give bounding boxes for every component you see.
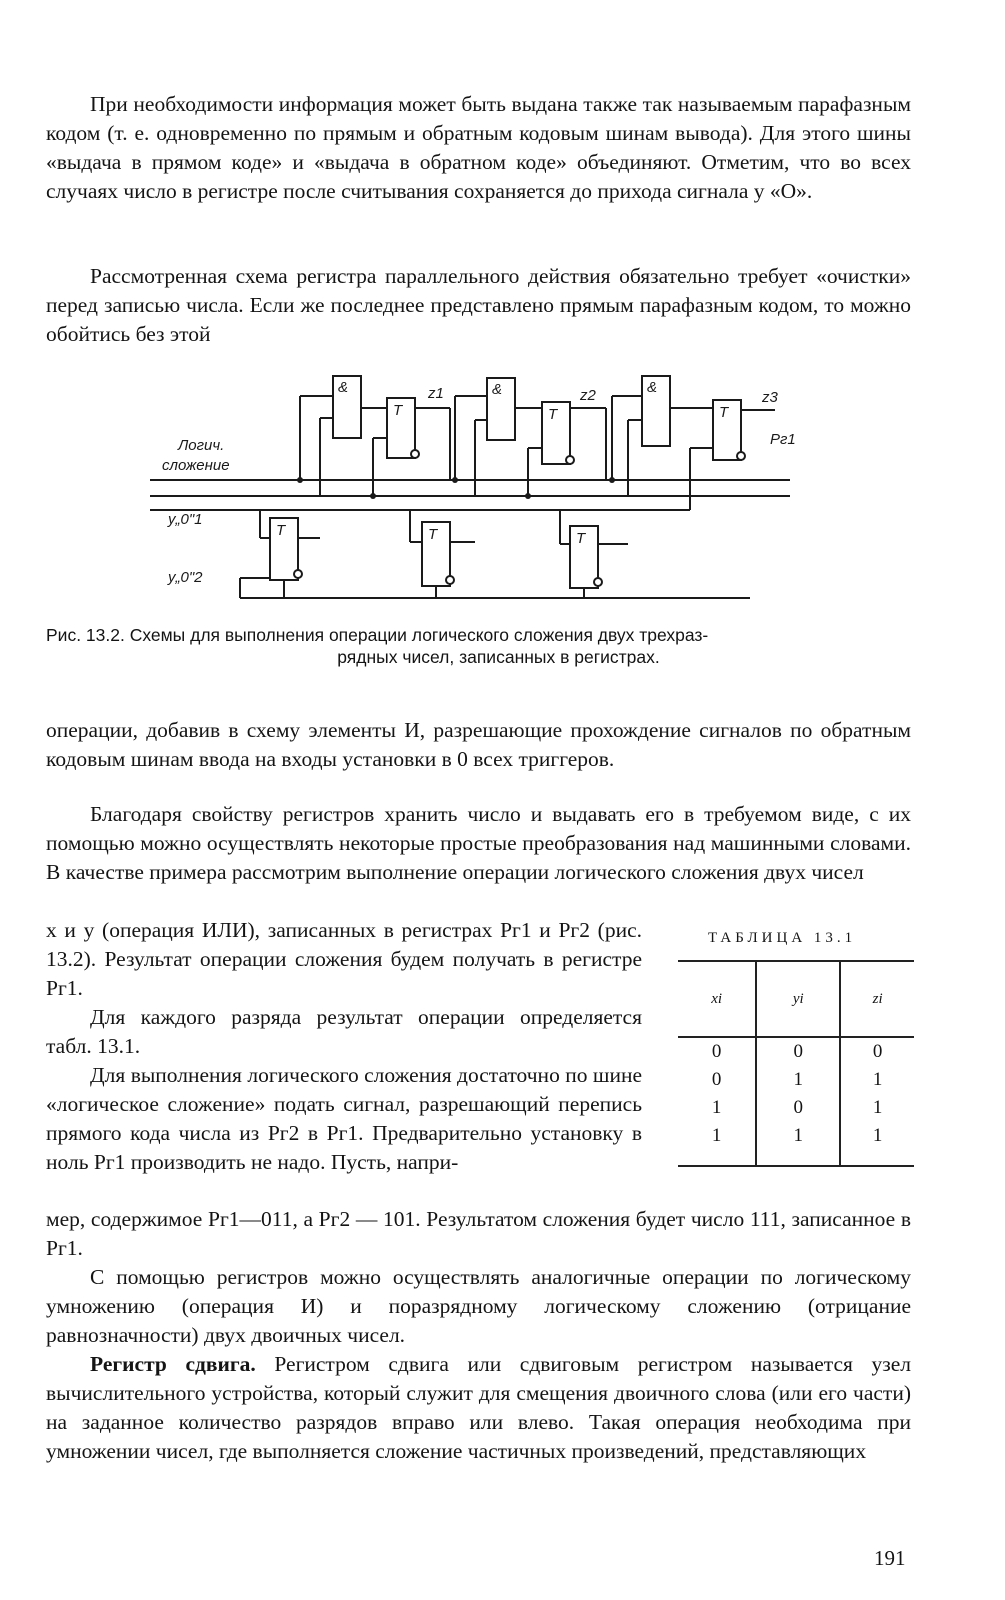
- table-cell: 1: [756, 1066, 840, 1094]
- table-cell: 1: [678, 1122, 756, 1166]
- logic-or-register-diagram: [150, 368, 850, 608]
- paragraph-operation: операции, добавив в схему элементы И, разрешающие прохождение сигналов по обратным кодовым шинам ввода на входы установки в 0 всех триггеров.: [46, 718, 911, 771]
- table-cell: 1: [840, 1066, 914, 1094]
- y-zero-2-label: у„0"2: [168, 569, 203, 586]
- paragraph-or-operation: x и y (операция ИЛИ), записанных в регистрах Рг1 и Рг2 (рис. 13.2). Результат операции сложения будем получать в регистре Рг1.: [46, 918, 642, 1000]
- table-cell: 0: [840, 1037, 914, 1066]
- table-cell: 1: [840, 1122, 914, 1166]
- trigger-label-5: T: [428, 526, 438, 543]
- paragraph-parafaz: При необходимости информация может быть выдана также так называемым парафазным кодом (т. е. одновременно по прямым и обратным кодовым шинам вывода). Для этого шины «выдача в прямом коде» и «выдача в обратном коде» объединяют. Отметим, что во всех случаях число в регистре после считывания сохраняется до прихода сигнала у «О».: [46, 92, 911, 203]
- table-cell: 1: [711, 1097, 722, 1118]
- table-header-x: xi: [678, 961, 756, 1037]
- table-row: [678, 1122, 914, 1166]
- paragraph-logic-sum-narrow: Для выполнения логического сложения достаточно по шине «логическое сложение» подать сигнал, разрешающий перепись прямого кода числа из Рг2 в Рг1. Предварительно установку в ноль Рг1 производить не надо. Пусть, напри-: [46, 1063, 642, 1174]
- paragraph-table-ref: Для каждого разряда результат операции определяется табл. 13.1.: [46, 1005, 642, 1058]
- paragraph-scheme-clean: Рассмотренная схема регистра параллельного действия обязательно требует «очистки» перед записью числа. Если же последнее представлено прямым парафазным кодом, то можно обойтись без этой: [46, 264, 911, 346]
- table-row: [678, 1066, 914, 1094]
- figure-caption: [46, 624, 911, 668]
- table-cell: 1: [840, 1094, 914, 1122]
- table-cell: 0: [711, 1041, 722, 1062]
- output-z3-label: z3: [762, 389, 778, 406]
- trigger-label-6: T: [576, 530, 586, 547]
- figure-caption-line1: Рис. 13.2. Схемы для выполнения операции логического сложения двух трехраз-: [46, 625, 709, 645]
- shift-register-text: Регистром сдвига или сдвиговым регистром называется узел вычислительного устройства, который служит для смещения двоичного слова (или его части) на заданное количество разрядов вправо или влево. Такая операция необходима при умножении чисел, где выполняется сложение частичных произведений, представляющих: [46, 1352, 911, 1463]
- table-row: [678, 1094, 914, 1122]
- table-header-y: yi: [756, 961, 840, 1037]
- trigger-label-3: T: [719, 404, 729, 421]
- paragraph-logic-sum-wide: мер, содержимое Рг1—011, а Рг2 — 101. Результатом сложения будет число 111, записанное в Рг1.: [46, 1207, 911, 1260]
- figure-caption-line2: рядных чисел, записанных в регистрах.: [337, 647, 660, 667]
- table-cell: 1: [756, 1122, 840, 1166]
- page-number: 191: [874, 1546, 906, 1570]
- table-cell: 0: [711, 1069, 722, 1090]
- table-title: ТАБЛИЦА 13.1: [708, 930, 857, 946]
- and-gate-label-3: &: [647, 379, 658, 396]
- output-z2-label: z2: [580, 387, 596, 404]
- shift-register-heading: Регистр сдвига.: [90, 1352, 256, 1376]
- paragraph-shift-register: [46, 1350, 911, 1466]
- logic-sum-label-line2: сложение: [162, 457, 230, 474]
- y-zero-1-label: у„0"1: [168, 511, 203, 528]
- table-cell: 0: [756, 1094, 840, 1122]
- paragraph-analog-operations: С помощью регистров можно осуществлять аналогичные операции по логическому умножению (операция И) и поразрядному логическому сложению (отрицание равнозначности) двух двоичных чисел.: [46, 1265, 911, 1347]
- table-cell: 0: [756, 1037, 840, 1066]
- trigger-label-1: T: [393, 402, 403, 419]
- table-header-z: zi: [840, 961, 914, 1037]
- register-rg1-label: Рг1: [770, 431, 796, 448]
- table-row: [678, 1037, 914, 1066]
- trigger-label-4: T: [276, 522, 286, 539]
- paragraph-registers-property: Благодаря свойству регистров хранить число и выдавать его в требуемом виде, с их помощью можно осуществлять некоторые простые преобразования над машинными словами. В качестве примера рассмотрим выполнение операции логического сложения двух чисел: [46, 802, 911, 884]
- output-z1-label: z1: [428, 385, 444, 402]
- logic-sum-label-line1: Логич.: [178, 437, 225, 454]
- and-gate-label-2: &: [492, 381, 503, 398]
- and-gate-label-1: &: [338, 379, 349, 396]
- trigger-label-2: T: [548, 406, 558, 423]
- truth-table: [678, 960, 914, 1167]
